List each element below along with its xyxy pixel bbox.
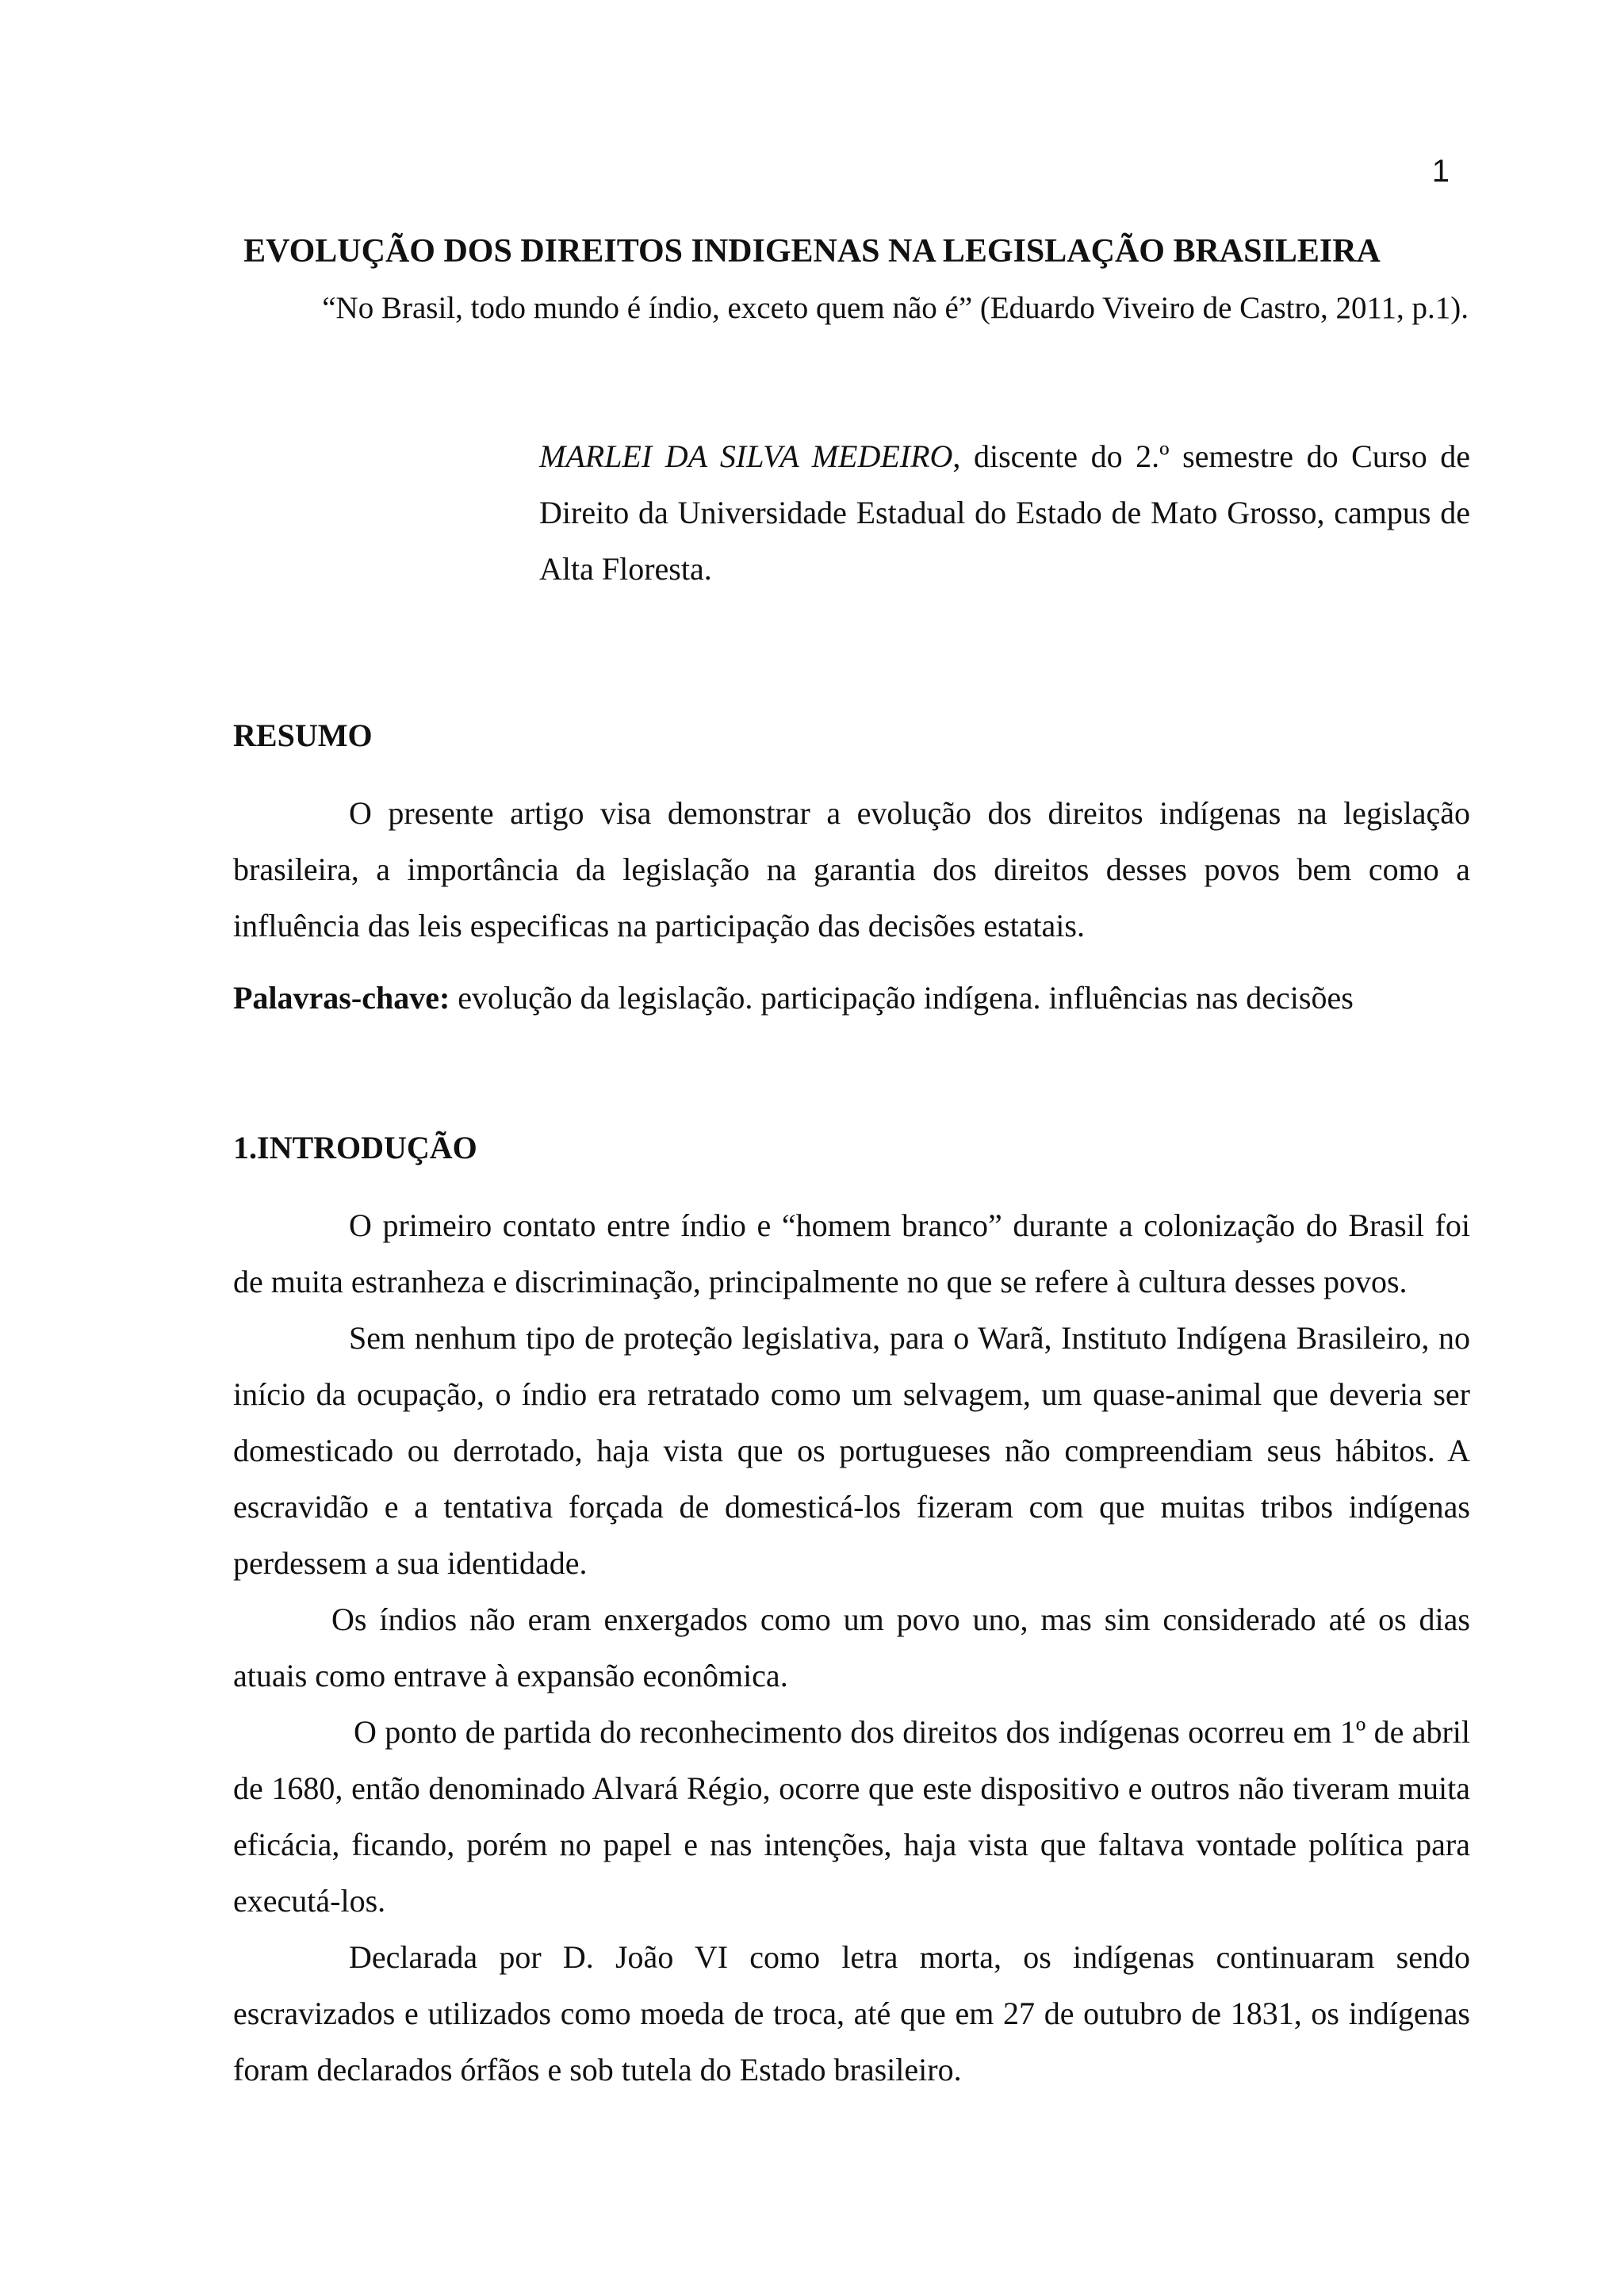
introducao-paragraph-3: Os índios não eram enxergados como um povo uno, mas sim considerado até os dias atuais como entrave à expansão econômica. bbox=[233, 1601, 1470, 1693]
introducao-paragraph-2: Sem nenhum tipo de proteção legislativa, para o Warã, Instituto Indígena Brasileiro, no início da ocupação, o índio era retratado como um selvagem, um quase-animal que deveria ser domesticado ou derrotado, haja vista que os portugueses não compreendiam seus hábitos. A escravidão e a tentativa forçada de domesticá-los fizeram com que muitas tribos indígenas perdessem a sua identidade. bbox=[233, 1320, 1470, 1581]
introducao-heading: 1.INTRODUÇÃO bbox=[233, 1130, 477, 1165]
keywords-text: evolução da legislação. participação indígena. influências nas decisões bbox=[450, 980, 1354, 1016]
epigraph-quote: “No Brasil, todo mundo é índio, exceto quem não é” (Eduardo Viveiro de Castro, 2011, p.1). bbox=[322, 291, 1469, 325]
keywords-label: Palavras-chave: bbox=[233, 980, 450, 1016]
author-name: MARLEI DA SILVA MEDEIRO bbox=[539, 438, 953, 474]
resumo-heading: RESUMO bbox=[233, 718, 373, 753]
resumo-section bbox=[233, 717, 1470, 1026]
introducao-paragraph-1: O primeiro contato entre índio e “homem branco” durante a colonização do Brasil foi de muita estranheza e discriminação, principalmente no que se refere à cultura desses povos. bbox=[233, 1207, 1470, 1299]
introducao-section bbox=[233, 1129, 1470, 2098]
author-description: , discente do 2.º semestre do Curso de Direito da Universidade Estadual do Estado de Mato Grosso, campus de Alta Floresta. bbox=[539, 438, 1471, 587]
introducao-paragraph-5: Declarada por D. João VI como letra morta, os indígenas continuaram sendo escravizados e utilizados como moeda de troca, até que em 27 de outubro de 1831, os indígenas foram declarados órfãos e sob tutela do Estado brasileiro. bbox=[233, 1939, 1470, 2087]
author-block bbox=[539, 428, 1470, 597]
document-title: EVOLUÇÃO DOS DIREITOS INDIGENAS NA LEGISLAÇÃO BRASILEIRA bbox=[243, 233, 1381, 270]
page-number: 1 bbox=[1431, 154, 1450, 189]
resumo-text: O presente artigo visa demonstrar a evolução dos direitos indígenas na legislação brasileira, a importância da legislação na garantia dos direitos desses povos bem como a influência das leis especificas na participação das decisões estatais. bbox=[233, 795, 1470, 943]
keywords-line bbox=[233, 970, 1470, 1026]
introducao-paragraph-4: O ponto de partida do reconhecimento dos direitos dos indígenas ocorreu em 1º de abril de 1680, então denominado Alvará Régio, ocorre que este dispositivo e outros não tiveram muita eficácia, ficando, porém no papel e nas intenções, haja vista que faltava vontade política para executá-los. bbox=[233, 1714, 1470, 1919]
introducao-body bbox=[233, 1197, 1470, 2098]
